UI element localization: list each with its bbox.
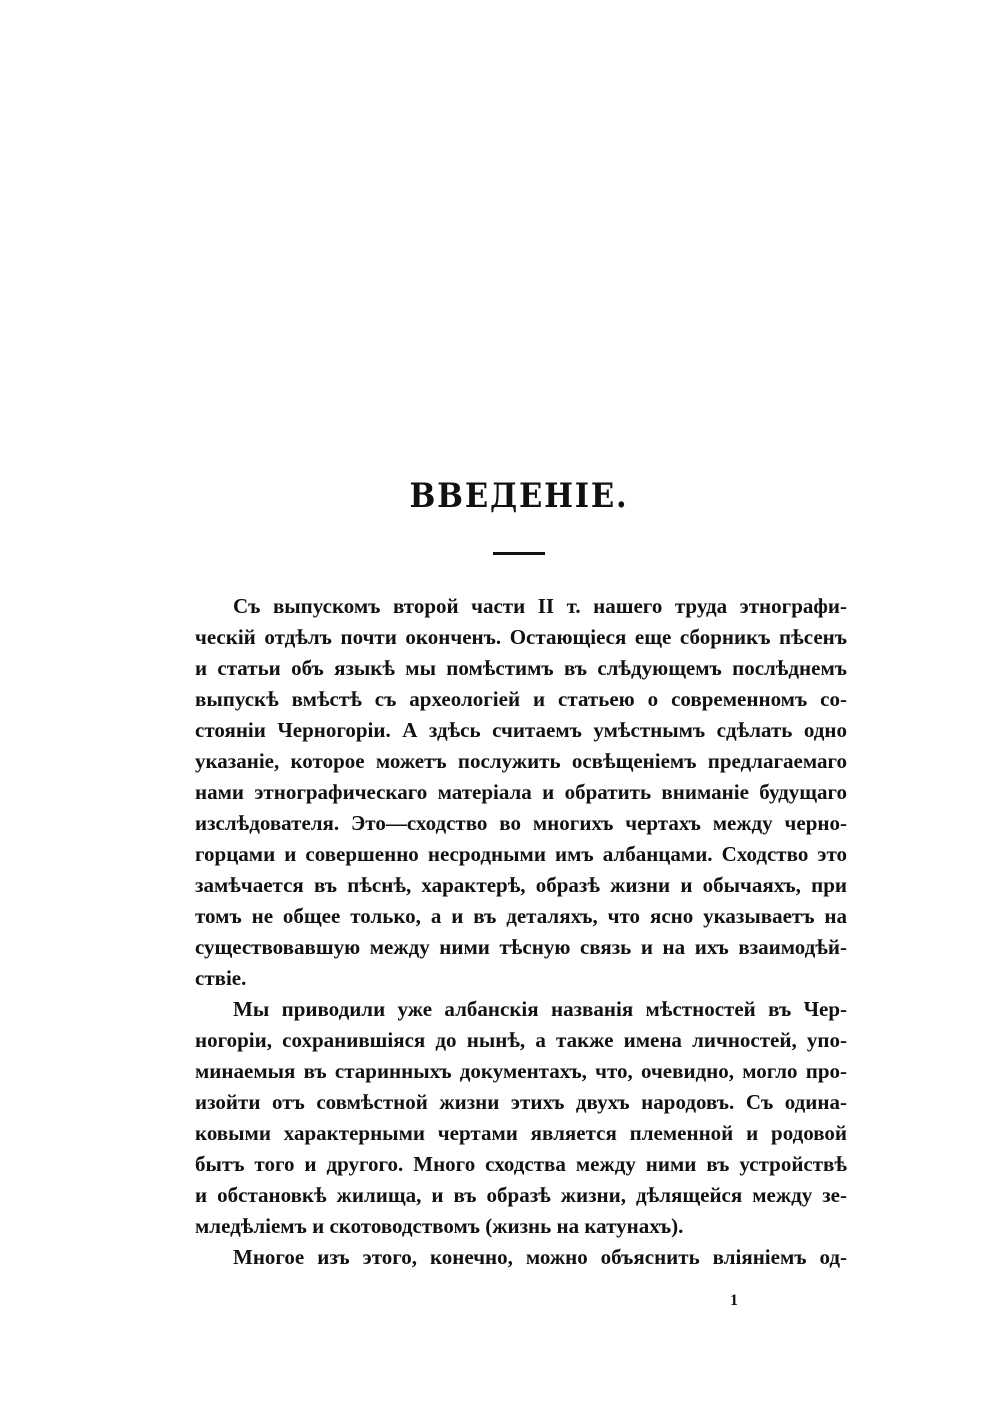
text-line: стояніи Черногоріи. А здѣсь считаемъ умѣстнымъ сдѣлать одно (195, 718, 847, 742)
text-line: изойти отъ совмѣстной жизни этихъ двухъ народовъ. Съ одина- (195, 1090, 847, 1114)
text-line: ствіе. (195, 966, 247, 990)
text-line: томъ не общее только, а и въ деталяхъ, что ясно указываетъ на (195, 904, 847, 928)
text-line: указаніе, которое можетъ послужить освѣщеніемъ предлагаемаго (195, 749, 847, 773)
text-line: мледѣліемъ и скотоводствомъ (жизнь на катунахъ). (195, 1214, 684, 1238)
text-line: Мы приводили уже албанскія названія мѣстностей въ Чер- (233, 997, 847, 1021)
text-line: изслѣдователя. Это—сходство во многихъ чертахъ между черно- (195, 811, 847, 835)
text-line: Многое изъ этого, конечно, можно объяснить вліяніемъ од- (233, 1245, 847, 1269)
text-line: и статьи объ языкѣ мы помѣстимъ въ слѣдующемъ послѣднемъ (195, 656, 847, 680)
text-line: замѣчается въ пѣснѣ, характерѣ, образѣ жизни и обычаяхъ, при (195, 873, 847, 897)
text-line: выпускѣ вмѣстѣ съ археологіей и статьею о современномъ со- (195, 687, 847, 711)
text-line: Съ выпускомъ второй части II т. нашего труда этнографи- (233, 594, 847, 618)
text-line: ногоріи, сохранившіяся до нынѣ, а также имена личностей, упо- (195, 1028, 847, 1052)
page-heading: ВВЕДЕНІЕ. (409, 476, 629, 516)
text-line: ковыми характерными чертами является племенной и родовой (195, 1121, 847, 1145)
body-text (195, 591, 847, 1273)
heading-rule (493, 552, 545, 555)
text-line: и обстановкѣ жилища, и въ образѣ жизни, дѣлящейся между зе- (195, 1183, 847, 1207)
page-number: 1 (730, 1292, 738, 1309)
text-line: ческій отдѣлъ почти оконченъ. Остающіеся еще сборникъ пѣсенъ (195, 625, 847, 649)
text-line: нами этнографическаго матеріала и обратить вниманіе будущаго (195, 780, 847, 804)
text-line: минаемыя въ старинныхъ документахъ, что, очевидно, могло про- (195, 1059, 847, 1083)
text-line: бытъ того и другого. Много сходства между ними въ устройствѣ (195, 1152, 847, 1176)
text-line: горцами и совершенно несродными имъ албанцами. Сходство это (195, 842, 847, 866)
text-line: существовавшую между ними тѣсную связь и на ихъ взаимодѣй- (195, 935, 847, 959)
